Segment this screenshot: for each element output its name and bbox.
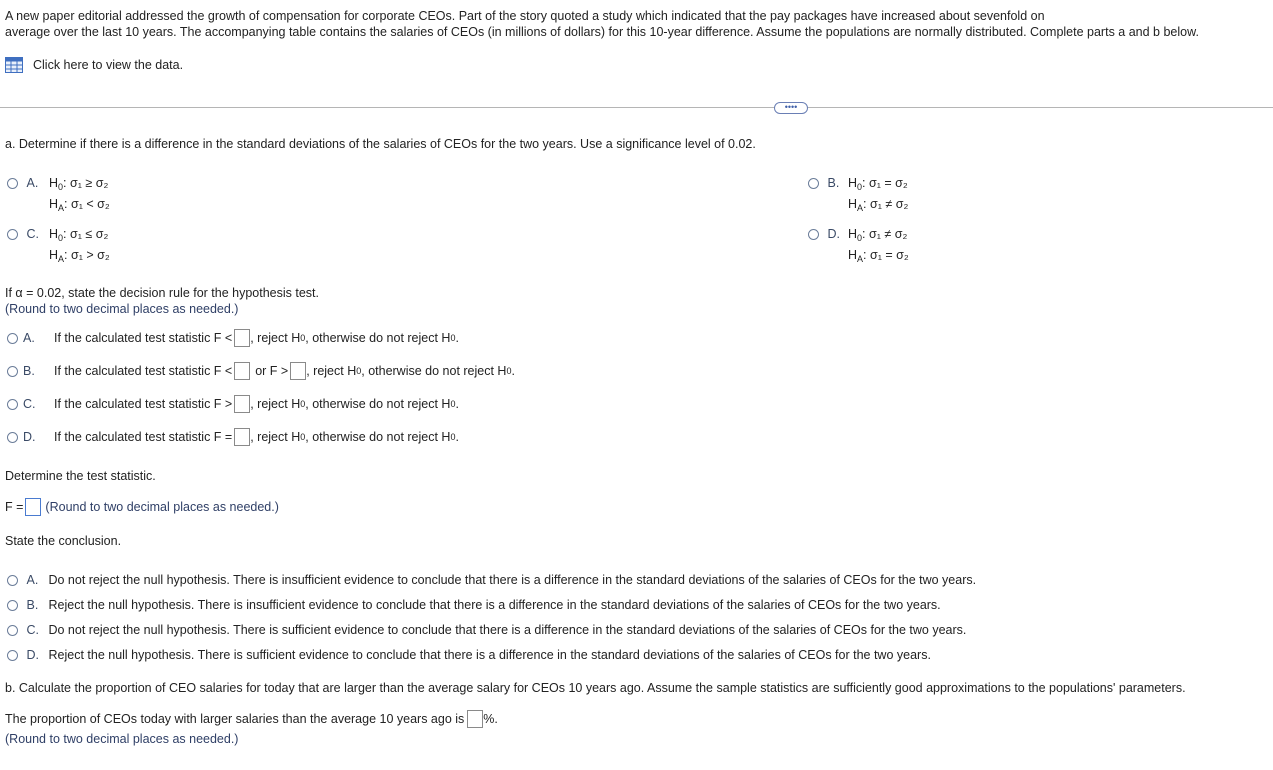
- option-letter: A.: [23, 331, 35, 345]
- rule-a-text: If the calculated test statistic F <: [54, 331, 233, 345]
- option-letter: B.: [26, 598, 39, 612]
- expand-more-button[interactable]: ••••: [774, 102, 808, 114]
- table-icon: [5, 57, 23, 73]
- option-letter: C.: [26, 227, 39, 241]
- hypothesis-option-c[interactable]: [7, 227, 39, 241]
- hypothesis-d-text: $H_0$: σ₁ ≠ σ₂ $H_A$: σ₁ = σ₂: [848, 227, 909, 264]
- f-round-hint: (Round to two decimal places as needed.): [45, 500, 279, 514]
- conclusion-option-a[interactable]: [7, 573, 976, 587]
- proportion-input[interactable]: [467, 710, 483, 728]
- radio-button[interactable]: [7, 575, 18, 586]
- radio-button[interactable]: [7, 600, 18, 611]
- f-label: F =: [5, 500, 24, 514]
- part-b-question: b. Calculate the proportion of CEO salaries for today that are larger than the average salary for CEOs 10 years ago. Assume the sample statistics are sufficiently good approximations to the populations' parameters.: [5, 681, 1186, 695]
- conclusion-b-text: Reject the null hypothesis. There is insufficient evidence to conclude that there is a difference in the standard deviations of the salaries of CEOs for the two years.: [48, 598, 941, 612]
- rule-b-text: If the calculated test statistic F <: [54, 364, 233, 378]
- decision-rule-prompt: If α = 0.02, state the decision rule for the hypothesis test.: [5, 286, 320, 300]
- conclusion-a-text: Do not reject the null hypothesis. There is insufficient evidence to conclude that there is a difference in the standard deviations of the salaries of CEOs for the two years.: [48, 573, 977, 587]
- intro-line-2: average over the last 10 years. The accompanying table contains the salaries of CEOs (in millions of dollars) for this 10-year difference. Assume the populations are normally distributed. Complete parts a and b below.: [5, 25, 1199, 39]
- part-b-answer-label: The proportion of CEOs today with larger salaries than the average 10 years ago is: [5, 712, 465, 726]
- option-letter: C.: [23, 397, 36, 411]
- option-letter: D.: [26, 648, 39, 662]
- hypothesis-a-text: $H_0$: σ₁ ≥ σ₂ $H_A$: σ₁ < σ₂: [49, 176, 110, 213]
- conclusion-option-b[interactable]: [7, 598, 941, 612]
- conclusion-c-text: Do not reject the null hypothesis. There is sufficient evidence to conclude that there is a difference in the standard deviations of the salaries of CEOs for the two years.: [48, 623, 967, 637]
- radio-button[interactable]: [7, 366, 18, 377]
- conclusion-option-d[interactable]: [7, 648, 931, 662]
- percent-sign: %.: [483, 712, 498, 726]
- option-letter: C.: [26, 623, 39, 637]
- rule-option-b[interactable]: B. If the calculated test statistic F < or F > , reject H 0 , otherwise do not reject H 0 .: [7, 362, 515, 380]
- view-data-link[interactable]: [5, 57, 183, 73]
- option-letter: A.: [26, 573, 39, 587]
- rule-option-c[interactable]: C. If the calculated test statistic F > , reject H 0 , otherwise do not reject H 0 .: [7, 395, 459, 413]
- option-letter: A.: [26, 176, 39, 190]
- rule-option-a[interactable]: A. If the calculated test statistic F < , reject H 0 , otherwise do not reject H 0 .: [7, 329, 459, 347]
- rule-c-text: If the calculated test statistic F >: [54, 397, 233, 411]
- test-stat-prompt: Determine the test statistic.: [5, 469, 156, 483]
- radio-button[interactable]: [7, 178, 18, 189]
- conclusion-prompt: State the conclusion.: [5, 534, 122, 548]
- conclusion-d-text: Reject the null hypothesis. There is sufficient evidence to conclude that there is a difference in the standard deviations of the salaries of CEOs for the two years.: [48, 648, 931, 662]
- radio-button[interactable]: [7, 650, 18, 661]
- option-letter: B.: [827, 176, 840, 190]
- hypothesis-option-b[interactable]: [808, 176, 839, 190]
- rule-a-input[interactable]: [234, 329, 250, 347]
- problem-intro: [5, 8, 1267, 40]
- option-letter: D.: [23, 430, 36, 444]
- part-a-question: a. Determine if there is a difference in the standard deviations of the salaries of CEOs for the two years. Use a significance level of 0.02.: [5, 137, 756, 151]
- radio-button[interactable]: [808, 178, 819, 189]
- rule-d-input[interactable]: [234, 428, 250, 446]
- radio-button[interactable]: [808, 229, 819, 240]
- radio-button[interactable]: [7, 333, 18, 344]
- radio-button[interactable]: [7, 229, 18, 240]
- radio-button[interactable]: [7, 625, 18, 636]
- part-b-answer-row: [5, 710, 498, 728]
- rule-b-lower-input[interactable]: [234, 362, 250, 380]
- hypothesis-option-a[interactable]: [7, 176, 38, 190]
- view-data-label[interactable]: Click here to view the data.: [33, 58, 184, 72]
- rule-d-text: If the calculated test statistic F =: [54, 430, 233, 444]
- decision-round-hint: (Round to two decimal places as needed.): [5, 302, 239, 316]
- f-stat-row: [5, 498, 279, 516]
- rule-c-input[interactable]: [234, 395, 250, 413]
- hypothesis-b-text: $H_0$: σ₁ = σ₂ $H_A$: σ₁ ≠ σ₂: [848, 176, 909, 213]
- section-divider: [0, 107, 1273, 108]
- option-letter: D.: [827, 227, 840, 241]
- conclusion-option-c[interactable]: [7, 623, 966, 637]
- rule-b-upper-input[interactable]: [290, 362, 306, 380]
- option-letter: B.: [23, 364, 35, 378]
- hypothesis-c-text: $H_0$: σ₁ ≤ σ₂ $H_A$: σ₁ > σ₂: [49, 227, 110, 264]
- rule-option-d[interactable]: D. If the calculated test statistic F = , reject H 0 , otherwise do not reject H 0 .: [7, 428, 459, 446]
- f-stat-input[interactable]: [25, 498, 41, 516]
- part-b-round-hint: (Round to two decimal places as needed.): [5, 732, 239, 746]
- intro-line-1: A new paper editorial addressed the growth of compensation for corporate CEOs. Part of the story quoted a study which indicated that the pay packages have increased about sevenfold on: [5, 9, 1045, 23]
- hypothesis-option-d[interactable]: [808, 227, 840, 241]
- radio-button[interactable]: [7, 399, 18, 410]
- radio-button[interactable]: [7, 432, 18, 443]
